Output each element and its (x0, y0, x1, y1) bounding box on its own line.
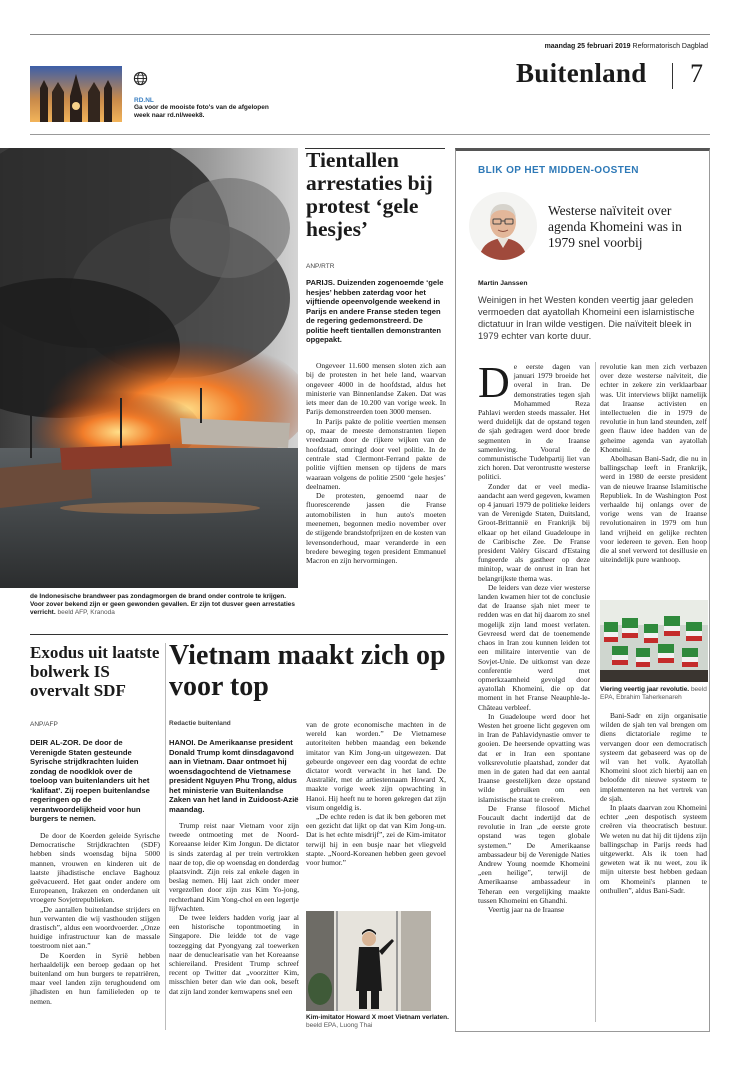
header-bottom-rule (30, 134, 710, 135)
is-lead-place: DEIR AL-ZOR. (30, 738, 81, 747)
hesjes-paragraph: Ongeveer 11.600 mensen sloten zich aan bij de protesten in het hele land, waarvan ongeveer 4000 in de hoofdstad, aldus het ministerie van Binnenlandse Zaken. Dat was iets meer dan de 10.200 van vorige week. In Parijs demonstreerden toen 3000 mensen. (306, 361, 446, 417)
opinion-paragraph: Bani-Sadr en zijn organisatie wilden de sjah ten val brengen om diens dictatoriale regime te vervangen door een democratisch systeem dat gebaseerd was op de wil van het volk. Ayatollah Khomeini sloot zich hierbij aan en beloofde dit nieuwe systeem te implementeren na het vertrek van de sjah. (600, 711, 707, 803)
vietnam-lead-text: De Amerikaanse president Donald Trump komt dinsdagavond aan in Vietnam. Daar ontmoet hij woensdagochtend de Vietnamese president Nguyen Phu Trong, aldus het ministerie van Buitenlandse Zaken van het land in Zuidoost-Azië maandag. (169, 738, 299, 814)
promo-text[interactable]: Ga voor de mooiste foto's van de afgelopen week naar rd.nl/week8. (134, 104, 269, 119)
vietnam-paragraph: „De echte reden is dat ik ben geboren met een gezicht dat lijkt op dat van Kim Jong-un. Dat is het echte misdrijf”, zei de Kim-imitator terwijl hij in een busje naar het vliegveld stapte. „Noord-Koreanen hebben geen gevoel voor humor.” (306, 812, 446, 868)
opinion-paragraph: Abolhasan Bani-Sadr, die nu in ballingschap leeft in Frankrijk, werd in 1980 de eerste president van de nieuwe Iraanse Islamitische Republiek. In de Washington Post verhaalde hij onlangs over de vorige wens van de Iraanse revolutionairen in 1979 om hun land vrijheid en gelijke rechten voor iedereen te geven. Een hoop die al snel verwerd tot desillusie en uiteindelijk pure wanhoop. (600, 454, 707, 565)
fire-photo-caption (30, 593, 295, 617)
header-rule (30, 34, 710, 35)
kim-photo-caption (306, 1014, 451, 1030)
section-separator (672, 63, 673, 89)
revolution-celebration-photo (600, 600, 708, 682)
promo-photo-cathedral[interactable] (30, 66, 122, 122)
vietnam-source: Redactie buitenland (169, 720, 231, 727)
vietnam-body-col2 (306, 720, 446, 867)
newspaper-name: Reformatorisch Dagblad (632, 43, 708, 50)
hesjes-lead-text: Duizenden zogenoemde ‘gele hesjes’ hebben zaterdag voor het vijftiende opeenvolgende weekend in Parijs en andere Franse steden tegen de regering gedemonstreerd. De politie heeft tientallen demonstranten opgepakt. (306, 278, 444, 344)
issue-date: maandag 25 februari 2019 (544, 43, 631, 50)
opinion-paragraph: revolutie kan men zich verbazen over deze westerse naïviteit, die echter in zekere zin verklaarbaar was. Uit interviews blijkt namelijk dat Iraanse activisten en intellectuelen die in 1979 de revolutie in hun land steunden, zelf geen flauw idee hadden van de geheime agenda van ayatollah Khomeini. (600, 362, 707, 454)
column-divider (165, 643, 166, 1030)
revolution-celebration-image (600, 600, 708, 682)
vietnam-paragraph: van de grote economische machten in de wereld kan worden.” De Vietnamese autoriteiten hebben maandag een bekende imitator van Kim Jong-un uitgewezen. Dat gebeurde ongeveer een dag voordat de echte dictator wordt verwacht in het land. De Australiër, met de artiestennaam Howard X, maakte vorige week zijn opwachting in Hanoi. Hij heeft nu te horen gekregen dat zijn visum ongeldig is. (306, 720, 446, 812)
opinion-body-col2-lower (600, 711, 707, 895)
revolution-photo-credit: beeld EPA, Ebrahim Taherkenareh (600, 686, 707, 701)
page-number: 7 (690, 59, 703, 88)
is-lead-text: De door de Verenigde Staten gesteunde Syrische strijdkrachten luiden zondag de noodklok over de toeloop van buitenlanders uit het ‘kalifaat’. Zij roepen buitenlandse regeringen op de verantwoordelijkheid voor hun burgers te nemen. (30, 738, 150, 823)
kim-photo-credit: beeld EPA, Luong Thai (306, 1022, 373, 1029)
vietnam-lead-place: HANOI. (169, 738, 196, 747)
vietnam-body (169, 821, 299, 996)
kim-imitator-photo (306, 911, 431, 1011)
kim-caption-text: Kim-imitator Howard X moet Vietnam verlaten. (306, 1014, 449, 1021)
dateline (545, 43, 708, 50)
opinion-paragraph: In Guadeloupe werd door het Westen het groene licht gegeven om in Iran de Pahlavidynastie omver te gooien. De heersende opvatting was dat er in Iran een spontane volksrevolutie plaatshad, zonder dat men in de gaten had dat een aantal Iraanse geestelijken deze opstand wilde gebruiken om een islamistische staat te creëren. (478, 711, 590, 804)
hesjes-body (306, 361, 446, 566)
hesjes-headline: Tientallen arrestaties bij protest ‘gele hesjes’ (306, 148, 433, 241)
fire-harbor-image (0, 148, 298, 588)
opinion-kicker: BLIK OP HET MIDDEN-OOSTEN (478, 165, 639, 176)
fire-harbor-photo (0, 148, 298, 588)
section-title: Buitenland (516, 58, 647, 88)
hesjes-source: ANP/RTR (306, 263, 335, 270)
globe-icon (133, 71, 148, 86)
is-paragraph: De door de Koerden geleide Syrische Democratische Strijdkrachten (SDF) hebben sinds woensdag bijna 5000 mannen, vrouwen en kinderen uit de laatste jihadistische enclave Baghouz geëvacueerd. Het gaat onder andere om Europeanen, Irakezen en onderdanen uit vroegere Sovjetrepublieken. (30, 831, 160, 905)
opinion-paragraph: De leiders van deze vier westerse landen kwamen hier tot de conclusie dat de Iraanse sjah niet meer te redden was en dat hij daarom zo snel mogelijk zijn land moest verlaten. Gevreesd werd dat de toenemende chaos in Iran zou kunnen leiden tot een militaire interventie van de Sovjet-Unie. De uitkomst van deze conferentie werd met opmerkzaamheid gevolgd door ayatollah Khomeini, die op dat moment in het Franse Neauphle-le-Château verbleef. (478, 582, 590, 712)
hesjes-lead-place: PARIJS. (306, 278, 335, 287)
opinion-body-col1 (478, 358, 590, 914)
opinion-intro: Weinigen in het Westen konden veertig jaar geleden vermoeden dat ayatollah Khomeini een islamistische dictatuur in Iran wilde vestigen. Die naïviteit bleek in 1979 echter van korte duur. (478, 295, 695, 341)
is-source: ANP/AFP (30, 721, 58, 728)
kim-imitator-image (306, 911, 431, 1011)
opinion-column-divider (595, 362, 596, 1022)
is-body (30, 831, 160, 1006)
cathedral-photo (30, 66, 122, 122)
opinion-first-paragraph: e eerste dagen van januari 1979 broeide het overal in Iran. De demonstraties tegen sjah Mohammed Reza Pahlavi werden steeds massaler. Het werd duidelijk dat de opstand tegen de sjah gedragen werd door brede segmenten in de Iraanse samenleving. Vooral de communistische Tudehpartij liet van zich horen. Dat verontrustte westerse politici. (478, 362, 590, 482)
opinion-author: Martin Janssen (478, 280, 528, 287)
fire-photo-credit: beeld AFP, Kranoda (57, 609, 115, 616)
revolution-caption-text: Viering veertig jaar revolutie. (600, 686, 690, 693)
is-lead (30, 738, 160, 824)
author-avatar (469, 192, 537, 260)
is-paragraph: De Koerden in Syrië hebben herhaaldelijk een beroep gedaan op het buitenland om hun burgers te repatriëren, maar veel landen zijn terughoudend om jihadisten en hun familieleden op te nemen. (30, 950, 160, 1006)
vietnam-paragraph: De twee leiders hadden vorig jaar al een historische topontmoeting in Singapore. Die leidde tot de vage toezegging dat Pyongyang zal toewerken naar de denuclearisatie van het Koreaanse schiereiland. President Trump schreef recent op Twitter dat „voorzitter Kim, misschien beter dan wie dan ook, beseft dat zijn land zonder kernwapens snel een (169, 913, 299, 996)
opinion-paragraph: De Franse filosoof Michel Foucault dacht indertijd dat de revolutie in Iran „de eerste grote opstand was tegen globale systemen.” De Amerikaanse ambassadeur bij de Verenigde Naties Andrew Young noemde Khomeini „een heilige”, terwijl de Amerikaanse ambassadeur in Teheran een vergelijking maakte tussen Khomeini en Ghandhi. (478, 803, 590, 905)
is-headline: Exodus uit laatste bolwerk IS overvalt SDF (30, 643, 160, 700)
opinion-paragraph: In plaats daarvan zou Khomeini echter „een despotisch systeem creëren via theocratisch bestuur. We weten nu dat hij dit tijdens zijn ballingschap in Parijs reeds had uitgewerkt. Als ik toen had geweten wat ik nu weet, zou ik mijn uiterste best hebben gedaan om Khomeini's plannen te onthullen”, aldus Bani-Sadr. (600, 803, 707, 895)
hesjes-lead (306, 278, 446, 345)
author-portrait (469, 192, 537, 260)
opinion-paragraph: Veertig jaar na de Iraanse (488, 904, 565, 914)
promo-site-link[interactable]: RD.NL (134, 97, 154, 104)
opinion-paragraph: Zonder dat er veel media-aandacht aan werd gegeven, kwamen op 4 januari 1979 de politieke leiders van de Verenigde Staten, Duitsland, Groot-Brittannië en Frankrijk bij elkaar op het eiland Guadeloupe in de Caribische Zee. De Franse president Valéry Giscard d'Estaing fungeerde als gastheer op deze minitop, waar de onrust in Iran het belangrijkste thema was. (478, 481, 590, 583)
opinion-headline: Westerse naïviteit over agenda Khomeini was in 1979 snel voorbij (548, 203, 682, 250)
fire-caption-text: de Indonesische brandweer pas zondagmorgen de brand onder controle te krijgen. Voor zover bekend zijn er geen gewonden gevallen. Er zijn tot dusver geen arrestaties verricht. (30, 593, 296, 616)
hesjes-paragraph: In Parijs pakte de politie veertien mensen op, maar de meeste demonstranten liepen vreedzaam door de rijkere wijken van de hoofdstad, omringd door veel politie. In de centrale stad Clermont-Ferrand pakte de politie vijftien mensen op tijdens de mars waaraan volgens de politie 2500 ‘gele hesjes’ deelnamen. (306, 416, 446, 491)
middle-section-rule (30, 634, 448, 635)
vietnam-paragraph: Trump reist naar Vietnam voor zijn tweede ontmoeting met de Noord-Koreaanse leider Kim Jongun. De dictator is sinds zaterdag al per trein vertrokken naar de top, die op woensdag en donderdag plaatsvindt. Zijn reis zal enkele dagen in beslag nemen. Hij laat zich onder meer vergezellen door zijn zus Kim Yo-jong, rechterhand Kim Yong-chol en een legertje lijfwachten. (169, 821, 299, 913)
is-paragraph: „De aantallen buitenlandse strijders en hun verwanten die wij vasthouden stijgen drastisch”, aldus een woordvoerder. „Onze huidige infrastructuur kan de massale toestroom niet aan.” (30, 904, 160, 951)
vietnam-lead (169, 738, 299, 814)
opinion-body-col2 (600, 362, 707, 564)
vietnam-headline: Vietnam maakt zich op voor top (169, 640, 446, 702)
hesjes-paragraph: De protesten, genoemd naar de fluorescerende jassen die Franse automobilisten in hun auto's moeten meenemen, begonnen medio november over de stijgende brandstofprijzen en de kosten van levensonderhoud, maar veranderde in een bredere beweging tegen president Emmanuel Macron en zijn hervormingen. (306, 491, 446, 566)
revolution-photo-caption (600, 686, 707, 702)
opinion-dropcap: D (478, 358, 510, 407)
